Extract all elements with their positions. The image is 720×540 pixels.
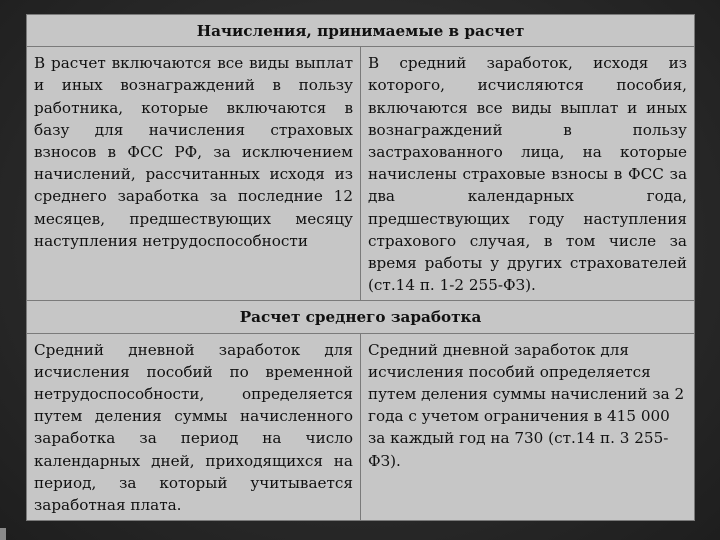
section-heading-average-earnings: Расчет среднего заработка — [27, 301, 695, 333]
average-earnings-old-rules-cell: Средний дневной заработок для исчисления пособий по временной нетрудоспособности, определяется путем деления суммы начисленного заработка за период на число календарных дней, приходящихся на период, за который учитывается заработная плата. — [27, 333, 361, 521]
table-row-average-earnings — [27, 333, 695, 521]
average-earnings-new-rules-cell: Средний дневной заработок для исчисления пособий определяется путем деления суммы начислений за 2 года с учетом ограничения в 415 000 за каждый год на 730 (ст.14 п. 3 255-ФЗ). — [361, 333, 695, 521]
corner-decoration — [0, 528, 6, 540]
table-row-accruals — [27, 47, 695, 301]
accruals-old-rules-cell: В расчет включаются все виды выплат и иных вознаграждений в пользу работника, которые включаются в базу для начисления страховых взносов в ФСС РФ, за исключением начислений, рассчитанных исходя из среднего заработка за последние 12 месяцев, предшествующих месяцу наступления нетрудоспособности — [27, 47, 361, 301]
comparison-table — [26, 14, 695, 521]
accruals-new-rules-cell: В средний заработок, исходя из которого, исчисляются пособия, включаются все виды выплат и иных вознаграждений в пользу застрахованного лица, на которые начислены страховые взносы в ФСС за два календарных года, предшествующих году наступления страхового случая, в том числе за время работы у других страхователей (ст.14 п. 1-2 255-ФЗ). — [361, 47, 695, 301]
table-row-header-1 — [27, 15, 695, 47]
table-row-header-2 — [27, 301, 695, 333]
section-heading-accruals: Начисления, принимаемые в расчет — [27, 15, 695, 47]
